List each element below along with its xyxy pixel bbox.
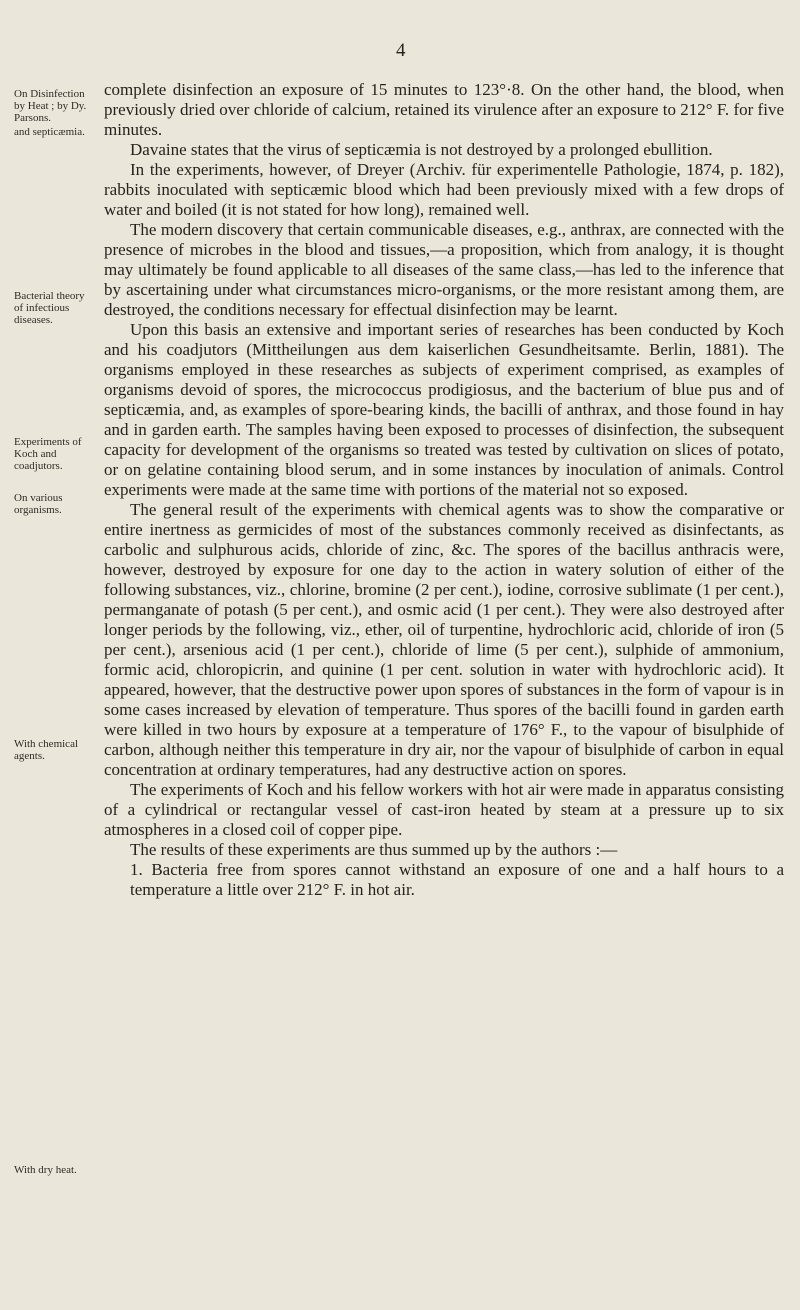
margin-note-koch-experiments: Experiments of Koch and coadjutors. (14, 436, 82, 472)
margin-note-dry-heat: With dry heat. (14, 1164, 77, 1176)
margin-note-septicaemia: and septicæmia. (14, 126, 85, 138)
list-item: 1. Bacteria free from spores cannot withstand an exposure of one and a half hours to a temperature a little over 212° F. in hot air. (130, 860, 784, 899)
paragraph: complete disinfection an exposure of 15 minutes to 123°·8. On the other hand, the blood, when previously dried over chloride of calcium, retained its virulence after an exposure to 212° F. for five minutes. (104, 80, 784, 139)
margin-note-disinfection-by-heat: On Disinfection by Heat ; by Dy. Parsons. (14, 88, 87, 124)
page-number: 4 (396, 40, 406, 61)
paragraph: Davaine states that the virus of septicæmia is not destroyed by a prolonged ebullition. (130, 140, 713, 159)
paragraph: The experiments of Koch and his fellow workers with hot air were made in apparatus consisting of a cylindrical or rectangular vessel of cast-iron heated by steam at a pressure up to six atmospheres in a closed coil of copper pipe. (104, 780, 784, 839)
paragraph: The modern discovery that certain communicable diseases, e.g., anthrax, are connected with the presence of microbes in the blood and tissues,—a proposition, which from analogy, it is thought may ultimately be found applicable to all diseases of the same class,—has led to the inference that by ascertaining under what circumstances micro-organisms, or the more resistant among them, are destroyed, the conditions necessary for effectual disinfection may be learnt. (104, 220, 784, 319)
paragraph: The results of these experiments are thus summed up by the authors :— (130, 840, 618, 859)
body-text (104, 80, 784, 900)
paragraph: Upon this basis an extensive and important series of researches has been conducted by Koch and his coadjutors (Mittheilungen aus dem kaiserlichen Gesundheitsamte. Berlin, 1881). The organisms employed in these researches as subjects of experiment comprised, as examples of organisms devoid of spores, the micrococcus prodigiosus, and the bacterium of blue pus and of septicæmia, and, as examples of spore-bearing kinds, the bacilli of anthrax, and those found in hay and in garden earth. The samples having been exposed to processes of disinfection, the subsequent capacity for development of the organisms so treated was tested by cultivation on slices of potato, or on gelatine containing blood serum, and in some instances by inoculation of animals. Control experiments were made at the same time with portions of the material not so exposed. (104, 320, 784, 499)
margin-note-various-organisms: On various organisms. (14, 492, 63, 516)
margin-note-bacterial-theory: Bacterial theory of infectious diseases. (14, 290, 85, 326)
paragraph: In the experiments, however, of Dreyer (Archiv. für experimentelle Pathologie, 1874, p. 182), rabbits inoculated with septicæmic blood which had been previously mixed with a few drops of water and boiled (it is not stated for how long), remained well. (104, 160, 784, 219)
paragraph: The general result of the experiments with chemical agents was to show the comparative or entire inertness as germicides of most of the substances commonly received as disinfectants, as carbolic and sulphurous acids, chloride of zinc, &c. The spores of the bacillus anthracis were, however, destroyed by exposure for one day to the action in watery solution of either of the following substances, viz., chlorine, bromine (2 per cent.), iodine, corrosive sublimate (1 per cent.), permanganate of potash (5 per cent.), and osmic acid (1 per cent.). They were also destroyed after longer periods by the following, viz., ether, oil of turpentine, hydrochloric acid, chloride of iron (5 per cent.), arsenious acid (1 per cent.), chloride of lime (5 per cent.), sulphide of ammonium, formic acid, chloropicrin, and quinine (1 per cent. solution in water with hydrochloric acid). It appeared, however, that the destructive power upon spores of substances in the form of vapour is in some cases increased by elevation of temperature. Thus spores of the bacilli found in garden earth were killed in two hours by exposure at a temperature of 176° F., to the vapour of bisulphide of carbon, although neither this temperature in dry air, nor the vapour of bisulphide of carbon in equal concentration at ordinary temperatures, had any destructive action on spores. (104, 500, 784, 779)
margin-note-chemical-agents: With chemical agents. (14, 738, 79, 762)
